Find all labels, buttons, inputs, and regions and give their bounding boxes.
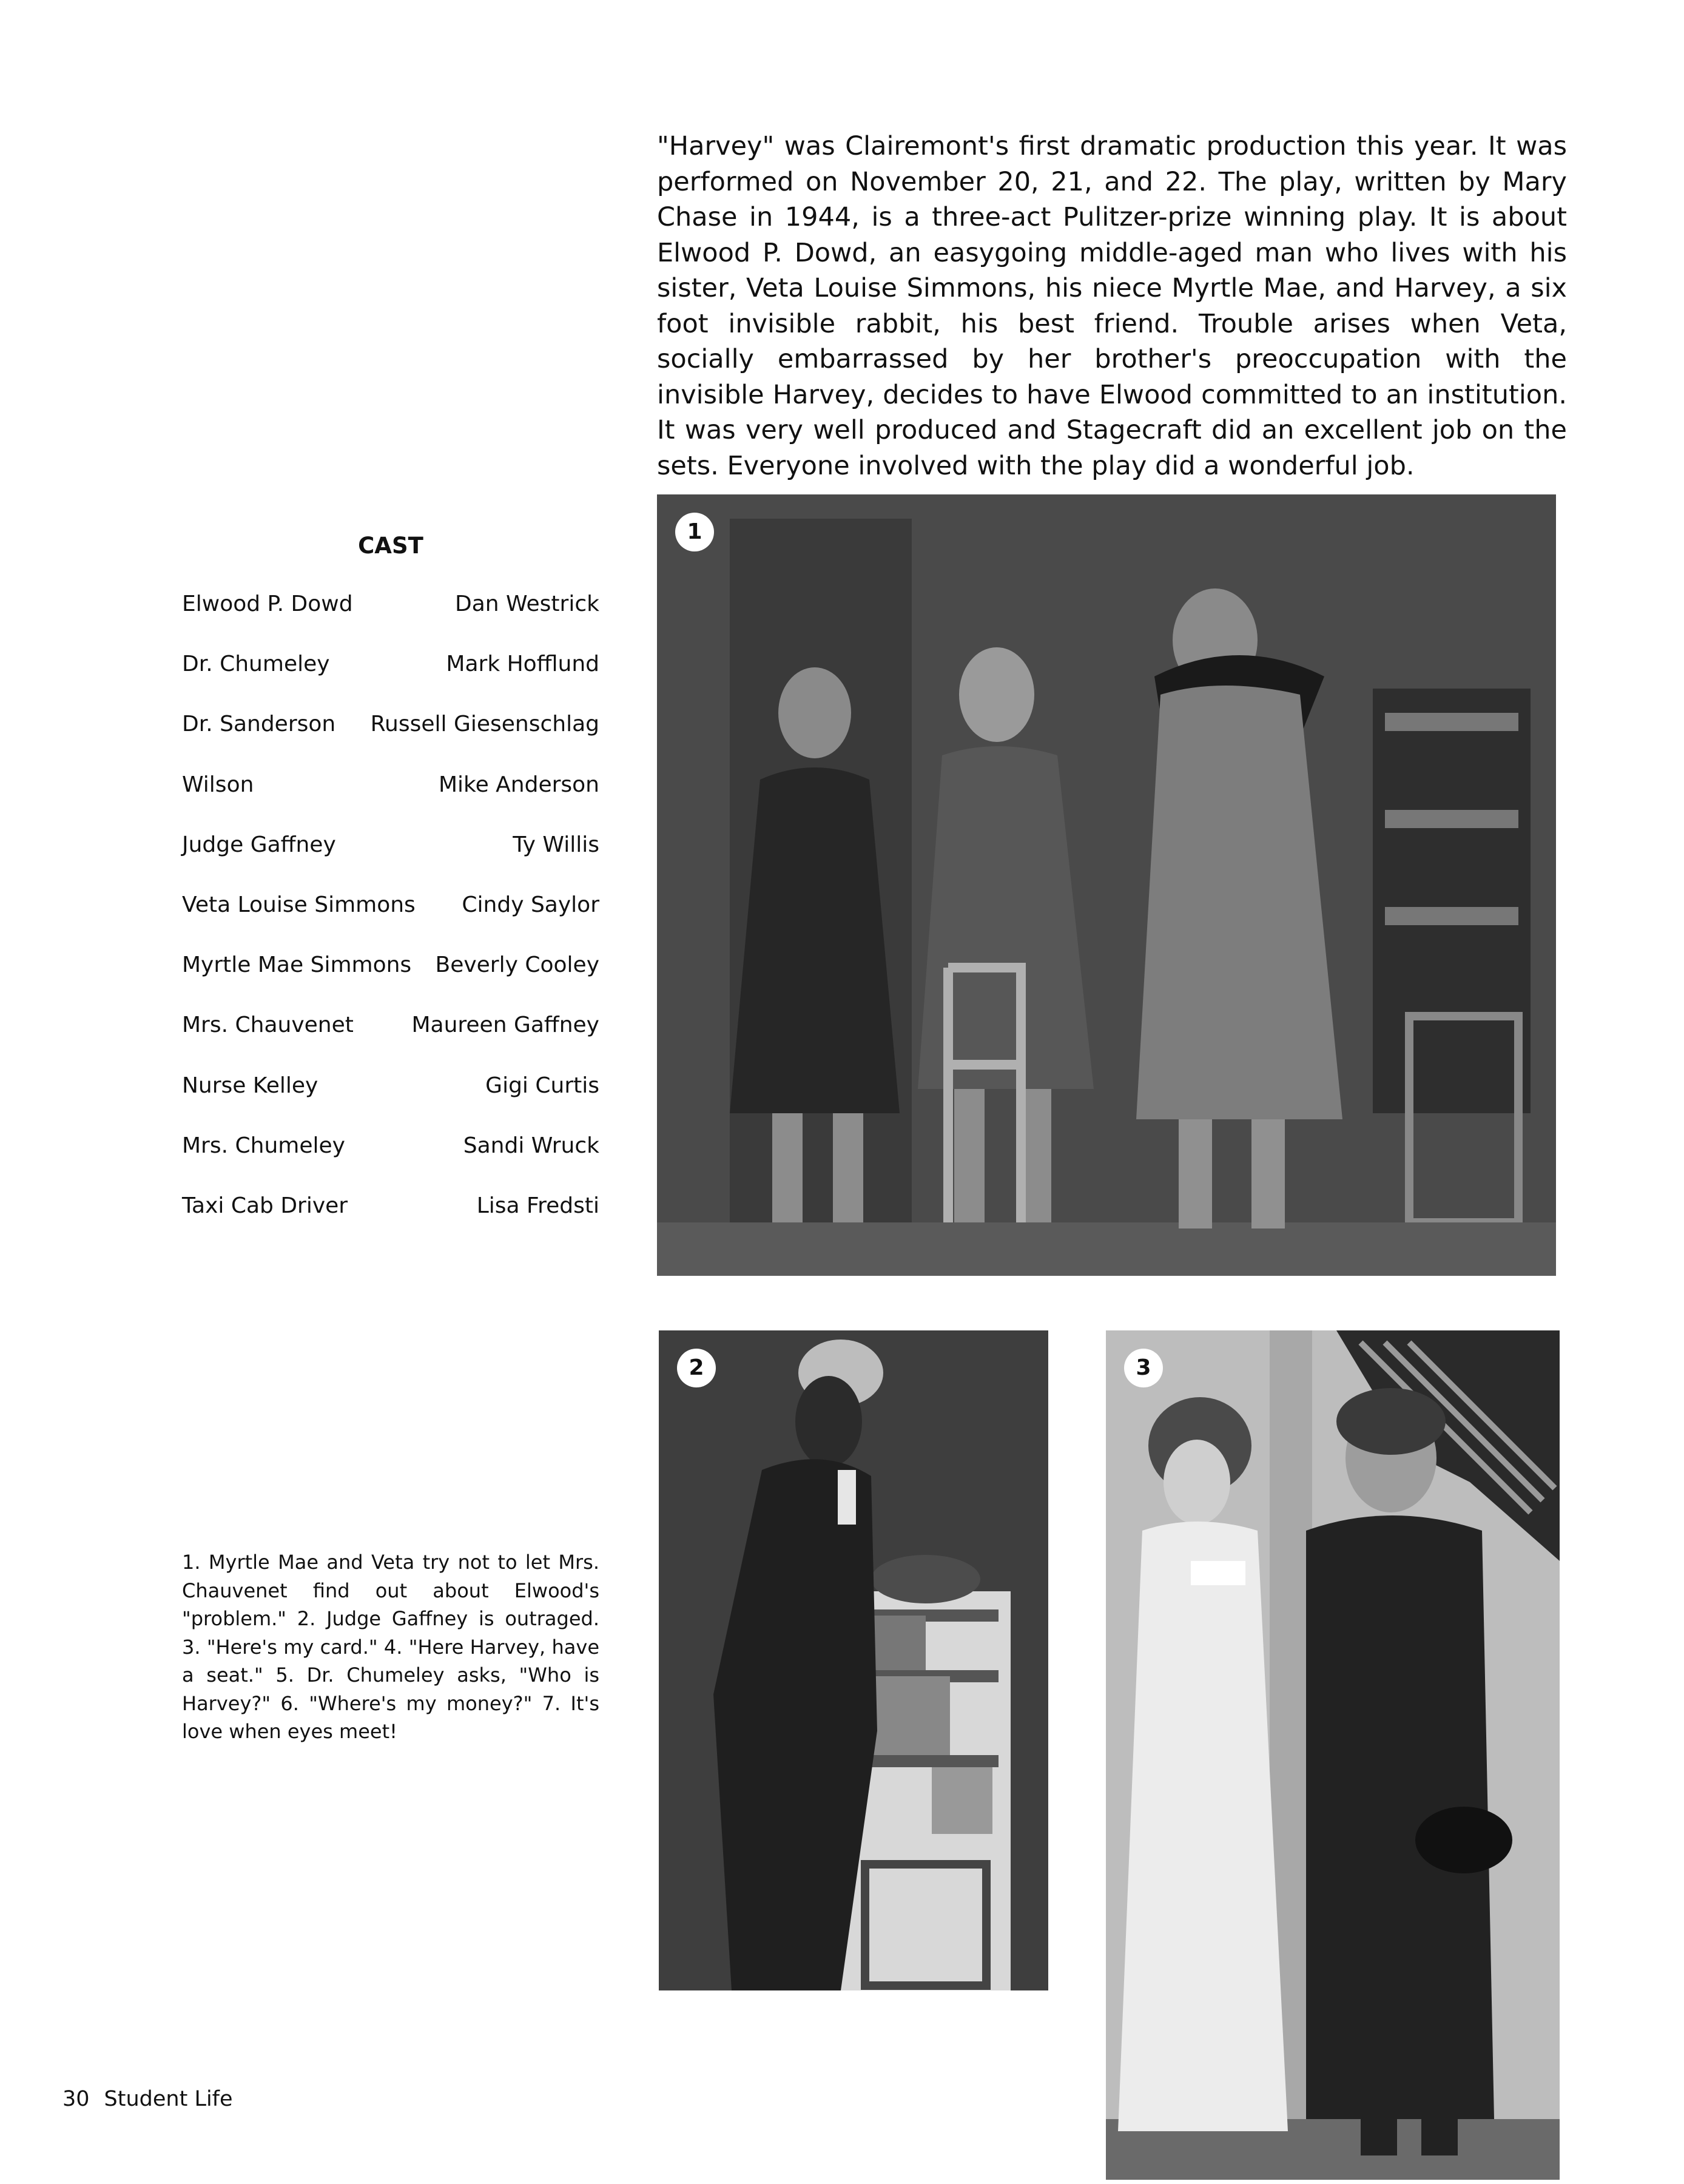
photo-3 xyxy=(1106,1330,1560,2180)
cast-row xyxy=(182,952,599,1013)
photo-caption: 1. Myrtle Mae and Veta try not to let Mrs. Chauvenet find out about Elwood's "problem." 2. Judge Gaffney is outraged. 3. "Here's my card." 4. "Here Harvey, have a seat." 5. Dr. Chumeley asks, "Who is Harvey?" 6. "Where's my money?" 7. It's love when eyes meet! xyxy=(182,1551,599,1743)
cast-row xyxy=(182,652,599,712)
cast-row xyxy=(182,1013,599,1073)
photo-number-badge: 2 xyxy=(677,1349,716,1387)
cast-role: Taxi Cab Driver xyxy=(182,1193,348,1218)
page-number: 30 xyxy=(62,2087,90,2111)
cast-role: Dr. Chumeley xyxy=(182,652,330,677)
cast-actor: Beverly Cooley xyxy=(435,952,599,978)
cast-actor: Gigi Curtis xyxy=(485,1073,599,1098)
cast-role: Mrs. Chauvenet xyxy=(182,1013,354,1038)
cast-role: Elwood P. Dowd xyxy=(182,592,353,616)
cast-row xyxy=(182,1133,599,1193)
cast-actor: Ty Willis xyxy=(513,832,599,857)
section-name: Student Life xyxy=(104,2087,233,2111)
cast-row xyxy=(182,1193,599,1253)
intro-paragraph: "Harvey" was Clairemont's first dramatic production this year. It was performed on November 20, 21, and 22. The play, written by Mary Chase in 1944, is a three-act Pulitzer-prize winning play. It is about Elwood P. Dowd, an easygoing middle-aged man who lives with his sister, Veta Louise Simmons, his niece Myrtle Mae, and Harvey, a six foot invisible rabbit, his best friend. Trouble arises when Veta, socially embarrassed by her brother's preoccupation with the invisible Harvey, decides to have Elwood committed to an institution. It was very well produced and Stagecraft did an excellent job on the sets. Everyone involved with the play did a wonderful job. xyxy=(657,131,1567,481)
photo-number-badge: 1 xyxy=(675,513,714,551)
cast-role: Mrs. Chumeley xyxy=(182,1133,345,1158)
cast-actor: Mark Hofflund xyxy=(446,652,599,677)
cast-role: Judge Gaffney xyxy=(182,832,336,857)
cast-row xyxy=(182,1073,599,1133)
photo-2-scene xyxy=(659,1330,1048,1990)
cast-actor: Dan Westrick xyxy=(455,592,599,616)
photo-1-scene xyxy=(657,494,1556,1276)
cast-actor: Russell Giesenschlag xyxy=(370,712,599,737)
cast-role: Wilson xyxy=(182,772,254,797)
cast-row xyxy=(182,772,599,832)
photo-2 xyxy=(659,1330,1048,1990)
cast-row xyxy=(182,892,599,952)
cast-actor: Cindy Saylor xyxy=(462,892,599,917)
cast-actor: Mike Anderson xyxy=(438,772,599,797)
cast-actor: Lisa Fredsti xyxy=(476,1193,599,1218)
cast-list xyxy=(182,592,599,1253)
photo-1 xyxy=(657,494,1556,1276)
cast-row xyxy=(182,832,599,892)
cast-role: Nurse Kelley xyxy=(182,1073,318,1098)
cast-row xyxy=(182,592,599,652)
cast-row xyxy=(182,712,599,772)
cast-heading: CAST xyxy=(358,533,423,559)
page-footer xyxy=(62,2087,233,2111)
cast-actor: Maureen Gaffney xyxy=(411,1013,599,1038)
cast-role: Veta Louise Simmons xyxy=(182,892,416,917)
cast-actor: Sandi Wruck xyxy=(463,1133,599,1158)
cast-role: Dr. Sanderson xyxy=(182,712,336,737)
cast-role: Myrtle Mae Simmons xyxy=(182,952,412,978)
photo-number-badge: 3 xyxy=(1124,1349,1163,1387)
photo-3-scene xyxy=(1106,1330,1560,2180)
